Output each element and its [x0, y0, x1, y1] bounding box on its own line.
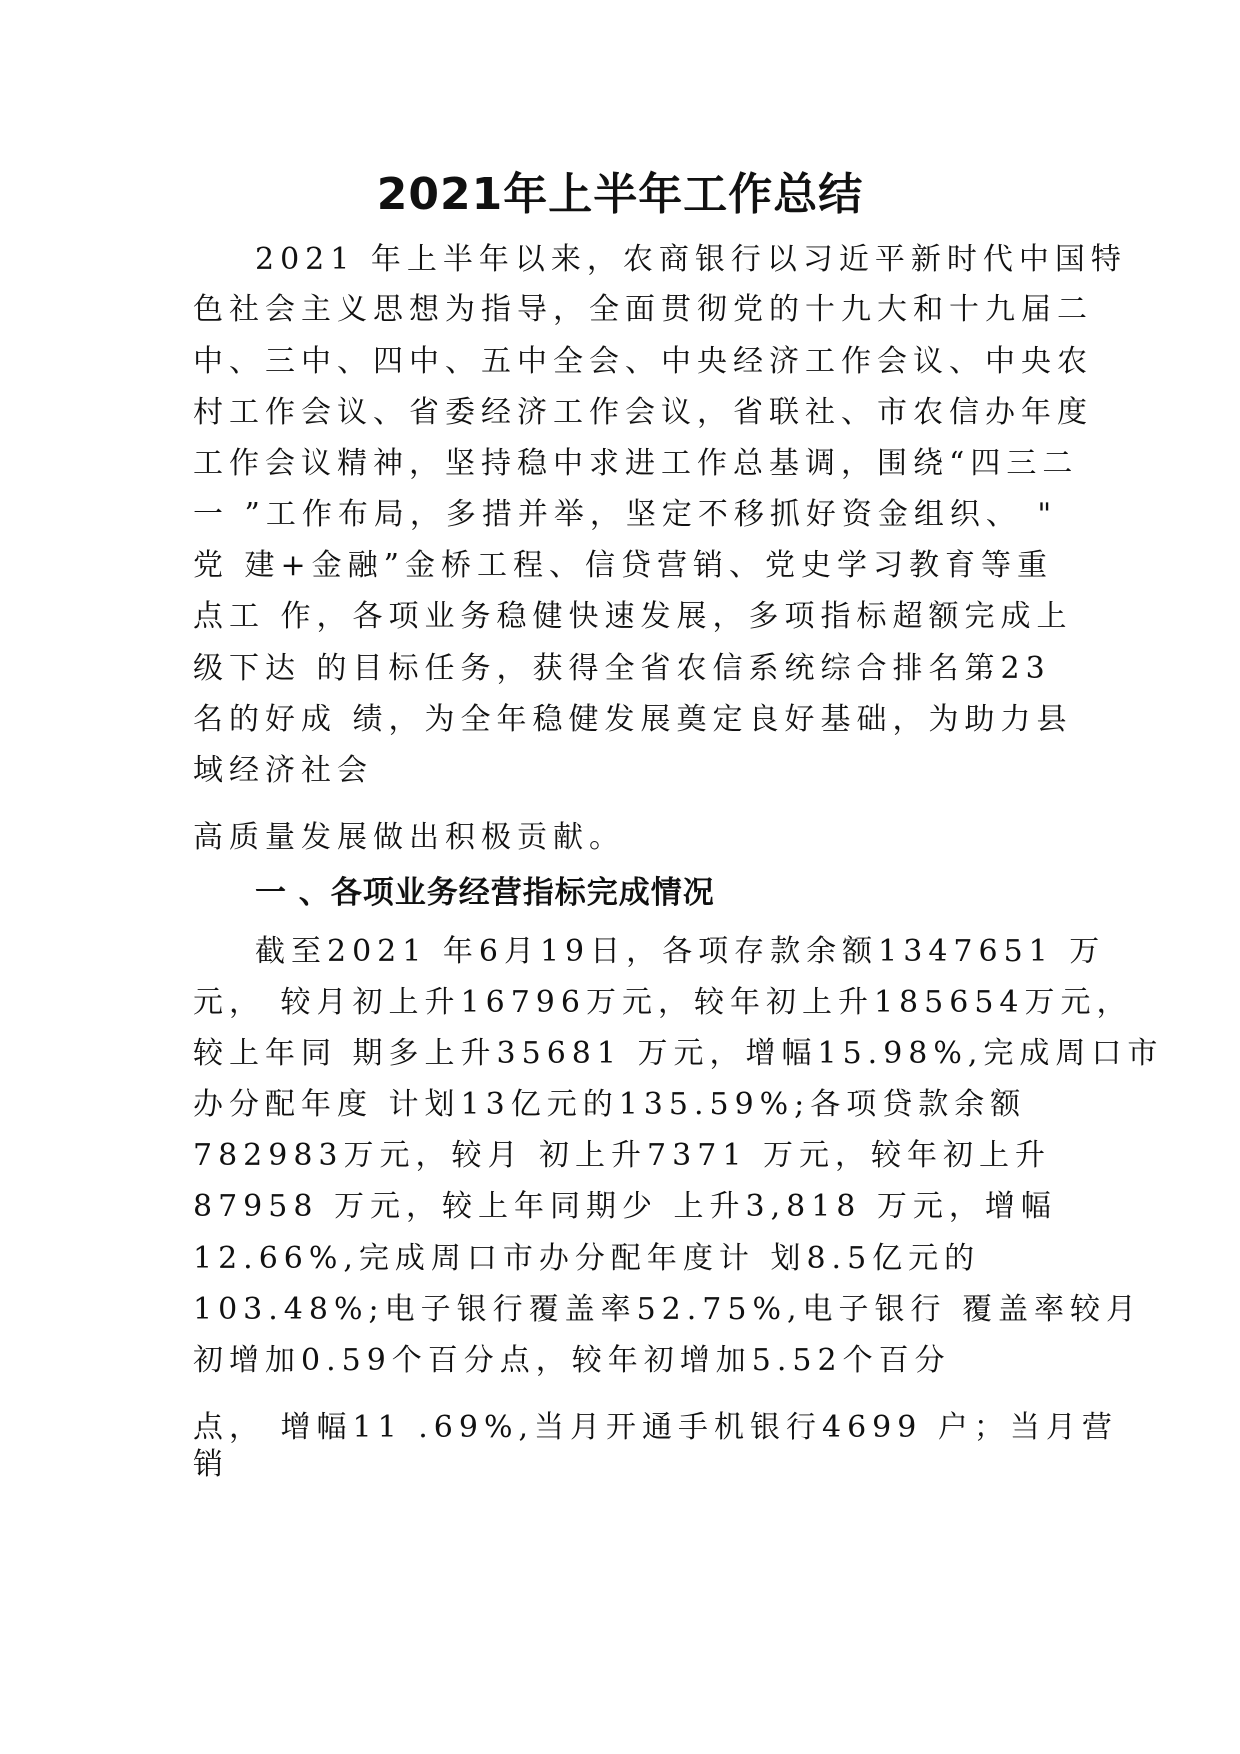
- paragraph-line: 一 ”工作布局，多措并举，坚定不移抓好资金组织、 ": [193, 497, 1058, 532]
- paragraph-line: 党 建+金融”金桥工程、信贷营销、党史学习教育等重: [193, 548, 1054, 583]
- paragraph-line: 色社会主义思想为指导，全面贯彻党的十九大和十九届二: [193, 292, 1093, 327]
- paragraph-line: 工作会议精神，坚持稳中求进工作总基调，围绕“四三二: [193, 446, 1079, 481]
- paragraph-line: 中、三中、四中、五中全会、中央经济工作会议、中央农: [193, 344, 1093, 379]
- document-title: 2021年上半年工作总结: [376, 169, 864, 220]
- paragraph-line: 103.48%;电子银行覆盖率52.75%,电子银行 覆盖率较月: [193, 1292, 1143, 1327]
- paragraph-line: 元， 较月初上升16796万元，较年初上升185654万元，: [193, 985, 1133, 1020]
- paragraph-line: 2021 年上半年以来，农商银行以习近平新时代中国特: [255, 242, 1127, 277]
- paragraph-line: 高质量发展做出积极贡献。: [193, 820, 625, 855]
- paragraph-line: 87958 万元，较上年同期少 上升3,818 万元，增幅: [193, 1189, 1057, 1224]
- paragraph-line: 销: [193, 1447, 229, 1482]
- paragraph-line: 办分配年度 计划13亿元的135.59%;各项贷款余额: [193, 1087, 1027, 1122]
- paragraph-line: 初增加0.59个百分点，较年初增加5.52个百分: [193, 1343, 951, 1378]
- paragraph-line: 域经济社会: [193, 753, 373, 788]
- paragraph-line: 点， 增幅11 .69%,当月开通手机银行4699 户；当月营: [193, 1410, 1118, 1445]
- paragraph-line: 级下达 的目标任务，获得全省农信系统综合排名第23: [193, 651, 1051, 686]
- paragraph-line: 截至2021 年6月19日，各项存款余额1347651 万: [255, 934, 1106, 969]
- paragraph-line: 名的好成 绩，为全年稳健发展奠定良好基础，为助力县: [193, 702, 1073, 737]
- paragraph-line: 村工作会议、省委经济工作会议，省联社、市农信办年度: [193, 395, 1093, 430]
- paragraph-line: 较上年同 期多上升35681 万元，增幅15.98%,完成周口市: [193, 1036, 1164, 1071]
- paragraph-line: 782983万元，较月 初上升7371 万元，较年初上升: [193, 1138, 1051, 1173]
- paragraph-line: 点工 作，各项业务稳健快速发展，多项指标超额完成上: [193, 599, 1073, 634]
- paragraph-line: 12.66%,完成周口市办分配年度计 划8.5亿元的: [193, 1241, 981, 1276]
- section-heading: 一 、各项业务经营指标完成情况: [255, 875, 715, 911]
